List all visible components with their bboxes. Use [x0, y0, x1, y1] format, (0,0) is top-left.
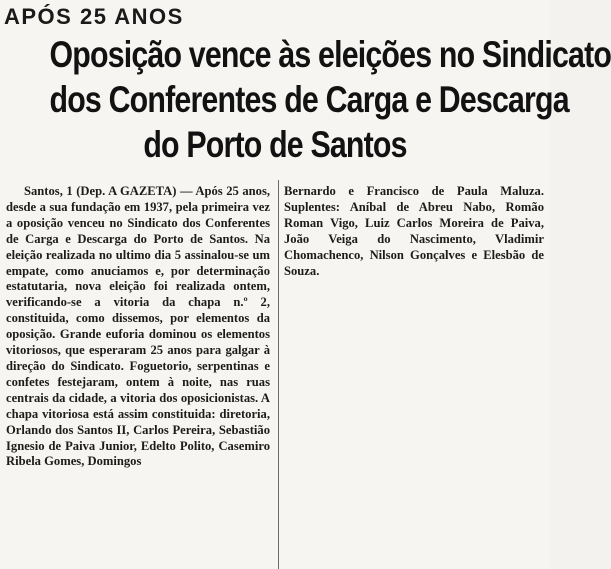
headline-line-3: do Porto de Santos [143, 124, 407, 165]
kicker-heading: APÓS 25 ANOS [4, 4, 184, 29]
column-divider [278, 180, 279, 569]
article-column-left [6, 184, 270, 569]
article-body-left: Santos, 1 (Dep. A GAZETA) — Após 25 anos, desde a sua fundação em 1937, pela primeira vez a oposição venceu no Sindicato dos Conferentes de Carga e Descarga do Porto de Santos. Na eleição realizada no ultimo dia 5 assinalou-se um empate, como anuciamos e, por determinação estatutaria, nova eleição foi realizada ontem, verificando-se a vitoria da chapa n.º 2, constituida, como dissemos, por elementos da oposição. Grande euforia dominou os elementos vitoriosos, que esperaram 25 anos para galgar à direção do Sindicato. Foguetorio, serpentinas e confetes festejaram, ontem à noite, nas ruas centrais da cidade, a vitoria dos oposicionistas. A chapa vitoriosa está assim constituida: diretoria, Orlando dos Santos II, Carlos Pereira, Sebastião Ignesio de Paiva Junior, Edelto Polito, Casemiro Ribela Gomes, Domingos [6, 184, 270, 469]
headline-line-2: dos Conferentes de Carga e Descarga [49, 79, 569, 120]
article-column-right [284, 184, 544, 304]
headline-line-1: Oposição vence às eleições no Sindicato [49, 34, 611, 75]
headline [49, 32, 611, 167]
article-body-right: Bernardo e Francisco de Paula Maluza. Suplentes: Aníbal de Abreu Nabo, Romão Roman Vigo, Luiz Carlos Moreira de Paiva, João Veiga do Nascimento, Vladimir Chomachenco, Nilson Gonçalves e Elesbão de Souza. [284, 184, 544, 278]
